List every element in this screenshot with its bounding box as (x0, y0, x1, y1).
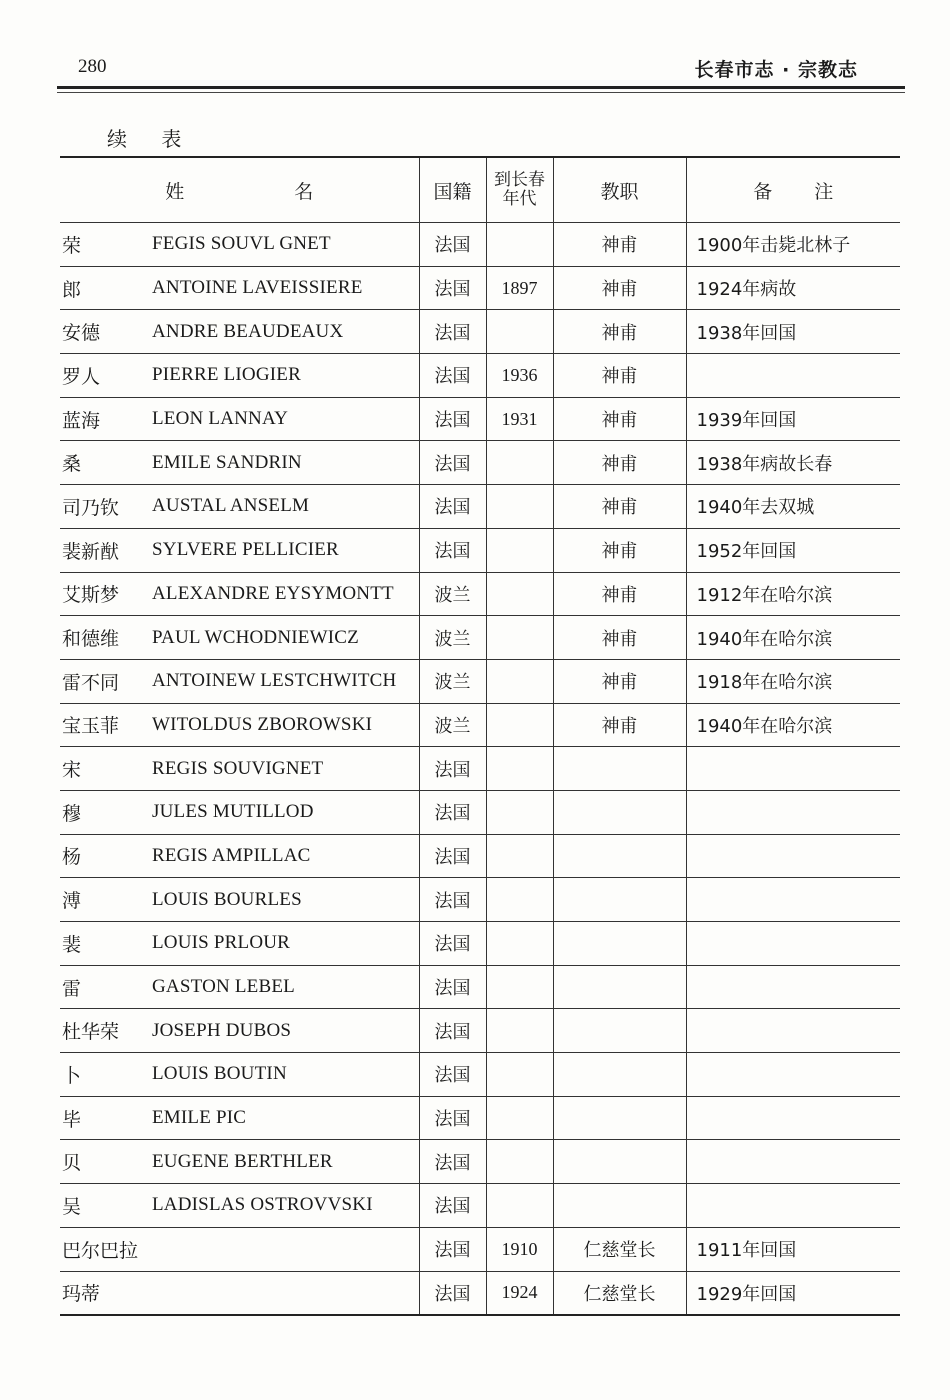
table-row (60, 790, 900, 834)
cell-name (60, 397, 419, 441)
cell-position (553, 1009, 686, 1053)
cell-position (553, 922, 686, 966)
cell-nationality: 法国 (419, 266, 486, 310)
cell-nationality: 法国 (419, 1271, 486, 1315)
cell-nationality: 法国 (419, 790, 486, 834)
chinese-name: 杨 (62, 846, 82, 869)
table-header-row (60, 157, 900, 223)
cell-arrival-year (486, 1140, 553, 1184)
cell-nationality: 法国 (419, 1184, 486, 1228)
cell-nationality: 法国 (419, 310, 486, 354)
latin-name: LOUIS BOUTIN (152, 1063, 287, 1085)
cell-remarks (686, 965, 900, 1009)
cell-name (60, 1271, 419, 1315)
cell-nationality: 法国 (419, 1009, 486, 1053)
chinese-name: 和德维 (62, 628, 120, 651)
latin-name: ANTOINE LAVEISSIERE (152, 277, 363, 299)
cell-remarks (686, 1184, 900, 1228)
cell-position (553, 1096, 686, 1140)
latin-name: SYLVERE PELLICIER (152, 539, 339, 561)
latin-name: WITOLDUS ZBOROWSKI (152, 713, 373, 735)
cell-name (60, 354, 419, 398)
table-row (60, 1053, 900, 1097)
cell-arrival-year: 1910 (486, 1227, 553, 1271)
table-row (60, 616, 900, 660)
cell-arrival-year (486, 1096, 553, 1140)
cell-position: 神甫 (553, 441, 686, 485)
cell-remarks (686, 354, 900, 398)
col-header-remarks: 备注 (686, 157, 900, 223)
latin-name: ANDRE BEAUDEAUX (152, 320, 344, 342)
col-header-nationality: 国籍 (419, 157, 486, 223)
cell-name (60, 616, 419, 660)
cell-arrival-year (486, 572, 553, 616)
cell-arrival-year (486, 441, 553, 485)
cell-nationality: 波兰 (419, 616, 486, 660)
cell-nationality: 波兰 (419, 572, 486, 616)
cell-arrival-year (486, 878, 553, 922)
chinese-name: 雷 (62, 977, 82, 1000)
chinese-name: 郎 (62, 278, 82, 301)
clergy-roster-table (60, 156, 900, 1316)
cell-position: 神甫 (553, 659, 686, 703)
latin-name: EMILE SANDRIN (152, 451, 302, 473)
cell-arrival-year: 1931 (486, 397, 553, 441)
cell-position: 神甫 (553, 703, 686, 747)
chinese-name: 毕 (62, 1108, 82, 1131)
cell-remarks: 1940年在哈尔滨 (686, 703, 900, 747)
table-continued-caption: 续 表 (107, 127, 196, 151)
cell-arrival-year (486, 616, 553, 660)
cell-remarks (686, 1009, 900, 1053)
cell-remarks: 1900年击毙北林子 (686, 223, 900, 267)
cell-remarks (686, 1053, 900, 1097)
cell-remarks (686, 1096, 900, 1140)
cell-arrival-year (486, 1184, 553, 1228)
cell-position: 神甫 (553, 354, 686, 398)
cell-nationality: 波兰 (419, 703, 486, 747)
cell-name (60, 310, 419, 354)
latin-name: GASTON LEBEL (152, 976, 295, 998)
col-header-name-part1: 姓 (165, 180, 185, 203)
table-row (60, 397, 900, 441)
cell-remarks (686, 790, 900, 834)
cell-remarks: 1924年病故 (686, 266, 900, 310)
table-row (60, 266, 900, 310)
cell-name (60, 834, 419, 878)
cell-name (60, 485, 419, 529)
table-row (60, 1096, 900, 1140)
table-body (60, 223, 900, 1316)
table-row (60, 878, 900, 922)
cell-arrival-year (486, 223, 553, 267)
cell-name (60, 528, 419, 572)
latin-name: ALEXANDRE EYSYMONTT (152, 582, 394, 604)
cell-nationality: 波兰 (419, 659, 486, 703)
cell-name (60, 747, 419, 791)
cell-name (60, 790, 419, 834)
cell-name (60, 1227, 419, 1271)
cell-name (60, 266, 419, 310)
cell-nationality: 法国 (419, 485, 486, 529)
cell-arrival-year (486, 834, 553, 878)
cell-remarks: 1938年病故长春 (686, 441, 900, 485)
chinese-name: 司乃钦 (62, 496, 120, 519)
chinese-name: 裴 (62, 933, 82, 956)
table-row (60, 659, 900, 703)
cell-position (553, 1053, 686, 1097)
cell-name (60, 441, 419, 485)
cell-name (60, 659, 419, 703)
latin-name: LADISLAS OSTROVVSKI (152, 1194, 373, 1216)
table-row (60, 310, 900, 354)
chinese-name: 巴尔巴拉 (62, 1239, 139, 1262)
chinese-name: 宝玉菲 (62, 715, 120, 738)
cell-name (60, 1184, 419, 1228)
cell-arrival-year (486, 659, 553, 703)
cell-nationality: 法国 (419, 1096, 486, 1140)
col-header-position: 教职 (553, 157, 686, 223)
latin-name: REGIS SOUVIGNET (152, 757, 324, 779)
cell-position (553, 1184, 686, 1228)
cell-position (553, 878, 686, 922)
cell-remarks: 1912年在哈尔滨 (686, 572, 900, 616)
chinese-name: 裴新猷 (62, 540, 120, 563)
cell-name (60, 1140, 419, 1184)
page-number: 280 (78, 56, 107, 77)
cell-name (60, 572, 419, 616)
cell-remarks (686, 747, 900, 791)
cell-position: 神甫 (553, 266, 686, 310)
cell-nationality: 法国 (419, 1140, 486, 1184)
latin-name: JULES MUTILLOD (152, 801, 314, 823)
cell-nationality: 法国 (419, 441, 486, 485)
chinese-name: 艾斯梦 (62, 584, 120, 607)
cell-arrival-year (486, 310, 553, 354)
cell-nationality: 法国 (419, 1227, 486, 1271)
cell-remarks: 1940年在哈尔滨 (686, 616, 900, 660)
cell-name (60, 878, 419, 922)
cell-nationality: 法国 (419, 965, 486, 1009)
cell-position: 神甫 (553, 572, 686, 616)
cell-position: 神甫 (553, 223, 686, 267)
cell-position (553, 747, 686, 791)
cell-nationality: 法国 (419, 1053, 486, 1097)
cell-arrival-year: 1936 (486, 354, 553, 398)
col-header-arrival-year (486, 157, 553, 223)
cell-remarks (686, 922, 900, 966)
latin-name: LOUIS PRLOUR (152, 932, 291, 954)
header-rule-thin (57, 92, 905, 93)
cell-arrival-year (486, 922, 553, 966)
cell-remarks (686, 834, 900, 878)
chinese-name: 雷不同 (62, 671, 120, 694)
cell-arrival-year (486, 1053, 553, 1097)
cell-position: 神甫 (553, 310, 686, 354)
table-row (60, 703, 900, 747)
table-row (60, 747, 900, 791)
latin-name: ANTOINEW LESTCHWITCH (152, 670, 397, 692)
table-row (60, 354, 900, 398)
cell-arrival-year: 1897 (486, 266, 553, 310)
cell-nationality: 法国 (419, 223, 486, 267)
cell-nationality: 法国 (419, 834, 486, 878)
col-header-name (60, 157, 419, 223)
chinese-name: 卜 (62, 1064, 82, 1087)
cell-position: 神甫 (553, 397, 686, 441)
cell-arrival-year (486, 703, 553, 747)
cell-remarks (686, 1140, 900, 1184)
cell-arrival-year (486, 965, 553, 1009)
latin-name: REGIS AMPILLAC (152, 844, 311, 866)
cell-name (60, 965, 419, 1009)
cell-nationality: 法国 (419, 397, 486, 441)
table-row (60, 528, 900, 572)
latin-name: PAUL WCHODNIEWICZ (152, 626, 359, 648)
table-row (60, 922, 900, 966)
chinese-name: 桑 (62, 453, 82, 476)
cell-remarks: 1929年回国 (686, 1271, 900, 1315)
cell-name (60, 1096, 419, 1140)
latin-name: FEGIS SOUVL GNET (152, 233, 331, 255)
chinese-name: 吴 (62, 1195, 82, 1218)
cell-position (553, 834, 686, 878)
cell-arrival-year (486, 485, 553, 529)
cell-position: 神甫 (553, 616, 686, 660)
chinese-name: 荣 (62, 234, 82, 257)
cell-remarks: 1952年回国 (686, 528, 900, 572)
cell-remarks: 1918年在哈尔滨 (686, 659, 900, 703)
chinese-name: 安德 (62, 322, 101, 345)
chinese-name: 玛蒂 (62, 1283, 101, 1306)
header-rule-thick (57, 86, 905, 89)
latin-name: LOUIS BOURLES (152, 888, 302, 910)
table-row (60, 834, 900, 878)
chinese-name: 蓝海 (62, 409, 101, 432)
cell-name (60, 703, 419, 747)
cell-arrival-year (486, 790, 553, 834)
table-row (60, 1271, 900, 1315)
chinese-name: 溥 (62, 890, 82, 913)
latin-name: EUGENE BERTHLER (152, 1150, 333, 1172)
cell-remarks: 1938年回国 (686, 310, 900, 354)
chinese-name: 穆 (62, 802, 82, 825)
latin-name: AUSTAL ANSELM (152, 495, 310, 517)
chinese-name: 杜华荣 (62, 1021, 120, 1044)
cell-position: 仁慈堂长 (553, 1271, 686, 1315)
cell-nationality: 法国 (419, 528, 486, 572)
cell-name (60, 223, 419, 267)
cell-position: 神甫 (553, 485, 686, 529)
table-row (60, 223, 900, 267)
chinese-name: 罗人 (62, 365, 101, 388)
table-row (60, 1184, 900, 1228)
cell-position (553, 1140, 686, 1184)
table-row (60, 965, 900, 1009)
table-row (60, 1227, 900, 1271)
cell-nationality: 法国 (419, 878, 486, 922)
cell-nationality: 法国 (419, 354, 486, 398)
cell-position (553, 790, 686, 834)
cell-remarks: 1939年回国 (686, 397, 900, 441)
cell-name (60, 922, 419, 966)
cell-position: 仁慈堂长 (553, 1227, 686, 1271)
chinese-name: 宋 (62, 759, 82, 782)
cell-arrival-year (486, 1009, 553, 1053)
cell-name (60, 1053, 419, 1097)
latin-name: JOSEPH DUBOS (152, 1019, 292, 1041)
table-row (60, 485, 900, 529)
cell-nationality: 法国 (419, 922, 486, 966)
col-header-arrival-line1: 到长春 (494, 170, 545, 190)
cell-remarks: 1940年去双城 (686, 485, 900, 529)
chinese-name: 贝 (62, 1152, 82, 1175)
cell-position: 神甫 (553, 528, 686, 572)
cell-remarks (686, 878, 900, 922)
cell-name (60, 1009, 419, 1053)
table-row (60, 1009, 900, 1053)
latin-name: PIERRE LIOGIER (152, 364, 301, 386)
table-row (60, 572, 900, 616)
table-row (60, 1140, 900, 1184)
table-row (60, 441, 900, 485)
cell-remarks: 1911年回国 (686, 1227, 900, 1271)
latin-name: LEON LANNAY (152, 408, 289, 430)
cell-arrival-year (486, 528, 553, 572)
latin-name: EMILE PIC (152, 1107, 247, 1129)
book-title: 长春市志 · 宗教志 (694, 59, 858, 81)
cell-arrival-year (486, 747, 553, 791)
cell-nationality: 法国 (419, 747, 486, 791)
col-header-arrival-line2: 年代 (502, 189, 537, 209)
col-header-name-part2: 名 (294, 180, 314, 203)
cell-position (553, 965, 686, 1009)
cell-arrival-year: 1924 (486, 1271, 553, 1315)
